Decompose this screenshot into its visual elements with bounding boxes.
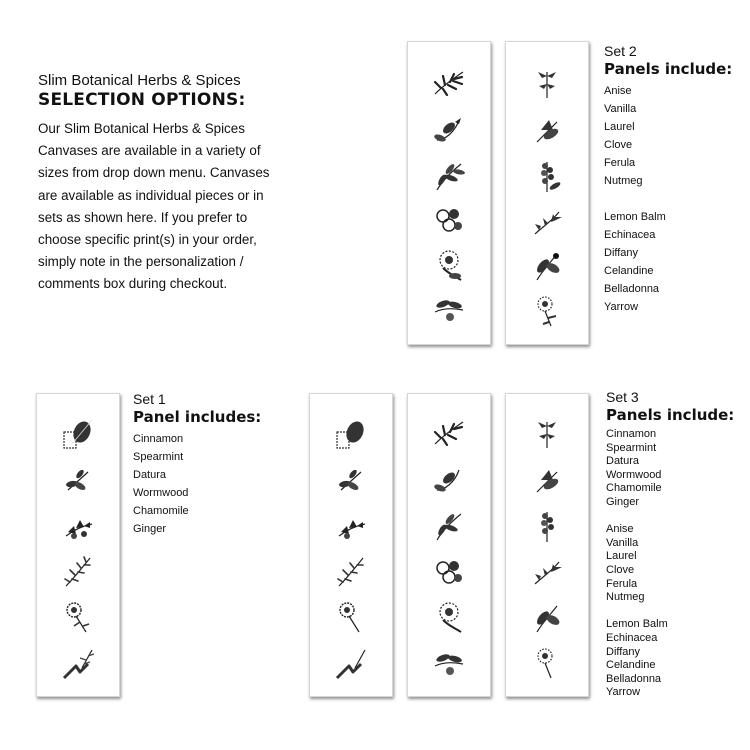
yarrow-illustration-icon [527,292,567,332]
set3-heading: Panels include: [606,406,735,424]
cinnamon-illustration-icon [58,414,98,454]
vanilla-illustration-icon [429,110,469,150]
list-item: Lemon Balm [606,618,668,631]
list-item: Wormwood [133,487,189,499]
list-item: Chamomile [133,505,189,517]
list-item: Ferula [604,157,636,169]
spearmint-illustration-icon [331,460,371,500]
list-item: Nutmeg [606,591,645,604]
list-gap [606,605,734,619]
intro-heading: SELECTION OPTIONS: [38,90,246,110]
list-item: Belladonna [606,672,662,685]
set2-title: Set 2 [604,43,637,59]
intro-block [38,72,278,296]
celandine-illustration-icon [527,202,567,242]
belladonna-illustration-icon [527,598,567,638]
list-item: Datura [606,455,640,468]
list-item: Clove [606,563,635,576]
laurel-illustration-icon [429,506,469,546]
echinacea-illustration-icon [527,460,567,500]
datura-illustration-icon [58,506,98,546]
anise-illustration-icon [429,64,469,104]
list-item: Diffany [606,645,641,658]
canvas-panel-set3-anise [407,393,491,697]
canvas-panel-set2-lemon-balm [505,41,589,345]
list-item: Diffany [604,247,639,259]
chamomile-illustration-icon [58,598,98,638]
list-gap [606,510,734,524]
list-item: Vanilla [606,536,639,549]
lemon-balm-illustration-icon [527,64,567,104]
echinacea-illustration-icon [527,110,567,150]
list-item: Lemon Balm [604,211,666,223]
list-item: Chamomile [606,482,662,495]
ginger-illustration-icon [58,644,98,684]
list-item: Ferula [606,577,638,590]
list-item: Vanilla [604,103,637,115]
intro-subtitle: Slim Botanical Herbs & Spices [38,72,241,89]
set1-info [133,391,261,538]
list-item: Laurel [606,550,637,563]
list-item: Cinnamon [606,428,657,440]
list-item: Echinacea [604,229,656,241]
clove-illustration-icon [429,552,469,592]
celandine-illustration-icon [527,552,567,592]
set2-list [604,82,732,316]
nutmeg-illustration-icon [429,644,469,684]
anise-illustration-icon [429,414,469,454]
list-item: Wormwood [606,468,662,481]
list-item: Nutmeg [604,175,643,187]
list-item: Spearmint [133,451,184,463]
set3-title: Set 3 [606,389,639,405]
wormwood-illustration-icon [58,552,98,592]
cinnamon-illustration-icon [331,414,371,454]
list-item: Laurel [604,121,635,133]
chamomile-illustration-icon [331,598,371,638]
ferula-illustration-icon [429,246,469,286]
set2-info [604,43,732,316]
belladonna-illustration-icon [527,246,567,286]
list-item: Anise [604,85,632,97]
canvas-panel-set1-cinnamon [36,393,120,697]
ginger-illustration-icon [331,644,371,684]
wormwood-illustration-icon [331,552,371,592]
yarrow-illustration-icon [527,644,567,684]
list-item: Echinacea [606,631,658,644]
spearmint-illustration-icon [58,460,98,500]
set1-title: Set 1 [133,391,166,407]
diffany-illustration-icon [527,156,567,196]
list-item: Spearmint [606,441,657,454]
vanilla-illustration-icon [429,460,469,500]
intro-body: Our Slim Botanical Herbs & Spices Canvases are available in a variety of sizes from drop down menu. Canvases are available as individual pieces or in sets as shown here. If you prefer to choose specific print(s) in your order, simply note in the personalization / comments box during checkout. [38,121,270,292]
canvas-panel-set3-cinnamon [309,393,393,697]
list-gap [604,190,732,208]
canvas-panel-set2-anise [407,41,491,345]
lemon-balm-illustration-icon [527,414,567,454]
list-item: Clove [604,139,633,151]
list-item: Anise [606,523,634,536]
list-item: Yarrow [604,301,639,313]
list-item: Celandine [604,265,654,277]
diffany-illustration-icon [527,506,567,546]
datura-illustration-icon [331,506,371,546]
canvas-panel-set3-lemon-balm [505,393,589,697]
list-item: Ginger [606,495,640,508]
set1-heading: Panel includes: [133,408,262,426]
list-item: Yarrow [606,686,641,699]
list-item: Cinnamon [133,433,184,445]
laurel-illustration-icon [429,156,469,196]
clove-illustration-icon [429,200,469,240]
set1-list [133,430,261,538]
ferula-illustration-icon [429,598,469,638]
nutmeg-illustration-icon [429,290,469,330]
list-item: Ginger [133,523,167,535]
set3-info [606,389,734,700]
list-item: Datura [133,469,167,481]
set3-list [606,428,734,700]
list-item: Celandine [606,659,656,672]
set2-heading: Panels include: [604,60,733,78]
list-item: Belladonna [604,283,660,295]
